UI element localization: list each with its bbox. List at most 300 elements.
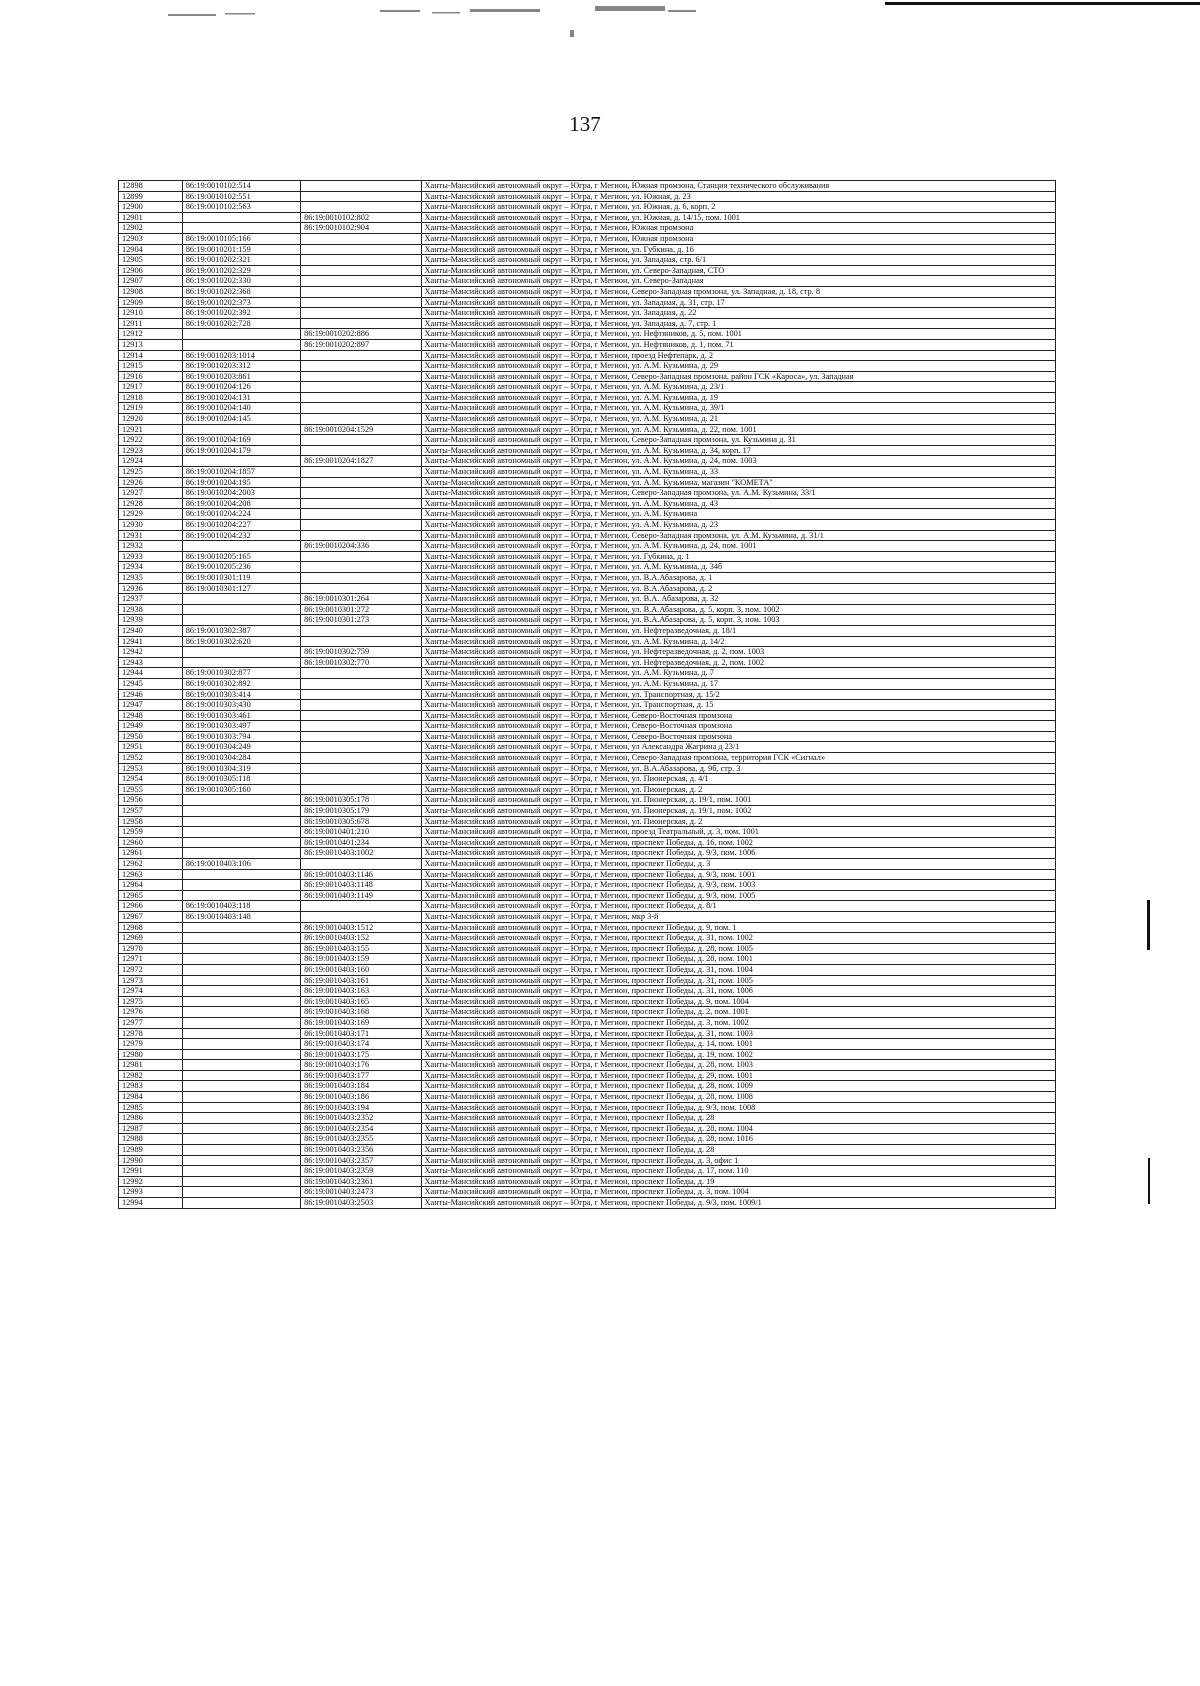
building-cadastral-number <box>301 191 421 202</box>
building-cadastral-number <box>301 371 421 382</box>
table-row <box>119 1166 1056 1177</box>
land-cadastral-number: 86:19:0010305:118 <box>182 774 300 785</box>
row-number: 12976 <box>119 1007 183 1018</box>
land-cadastral-number <box>182 1145 300 1156</box>
building-cadastral-number <box>301 318 421 329</box>
land-cadastral-number: 86:19:0010202:373 <box>182 297 300 308</box>
land-cadastral-number: 86:19:0010205:165 <box>182 551 300 562</box>
row-number: 12916 <box>119 371 183 382</box>
land-cadastral-number: 86:19:0010403:106 <box>182 859 300 870</box>
row-number: 12993 <box>119 1187 183 1198</box>
table-row <box>119 329 1056 340</box>
land-cadastral-number: 86:19:0010304:284 <box>182 753 300 764</box>
building-cadastral-number: 86:19:0010204:1827 <box>301 456 421 467</box>
address: Ханты-Мансийский автономный округ – Югра, г Мегион, проспект Победы, д. 9/3, пом. 1009/1 <box>421 1198 1055 1209</box>
land-cadastral-number <box>182 795 300 806</box>
table-row <box>119 795 1056 806</box>
row-number: 12950 <box>119 731 183 742</box>
address: Ханты-Мансийский автономный округ – Югра, г Мегион, проспект Победы, д. 3 <box>421 859 1055 870</box>
building-cadastral-number <box>301 392 421 403</box>
row-number: 12930 <box>119 520 183 531</box>
row-number: 12983 <box>119 1081 183 1092</box>
row-number: 12907 <box>119 276 183 287</box>
address: Ханты-Мансийский автономный округ – Югра, г Мегион, Южная промзона <box>421 223 1055 234</box>
table-row <box>119 181 1056 192</box>
address: Ханты-Мансийский автономный округ – Югра, г Мегион, ул. А.М. Кузьмина, д. 22, пом. 1001 <box>421 424 1055 435</box>
scan-margin-mark <box>1147 900 1150 950</box>
row-number: 12948 <box>119 710 183 721</box>
land-cadastral-number <box>182 1017 300 1028</box>
address: Ханты-Мансийский автономный округ – Югра, г Мегион, проспект Победы, д. 28, пом. 1005 <box>421 943 1055 954</box>
table-row <box>119 361 1056 372</box>
table-row <box>119 1007 1056 1018</box>
land-cadastral-number: 86:19:0010202:330 <box>182 276 300 287</box>
building-cadastral-number <box>301 498 421 509</box>
building-cadastral-number: 86:19:0010403:2356 <box>301 1145 421 1156</box>
land-cadastral-number <box>182 223 300 234</box>
building-cadastral-number <box>301 710 421 721</box>
table-row <box>119 414 1056 425</box>
land-cadastral-number: 86:19:0010302:620 <box>182 636 300 647</box>
row-number: 12924 <box>119 456 183 467</box>
address: Ханты-Мансийский автономный округ – Югра, г Мегион, проспект Победы, д. 3, пом. 1002 <box>421 1017 1055 1028</box>
land-cadastral-number <box>182 424 300 435</box>
address: Ханты-Мансийский автономный округ – Югра, г Мегион, ул Александра Жагрина д 23/1 <box>421 742 1055 753</box>
table-row <box>119 202 1056 213</box>
row-number: 12927 <box>119 488 183 499</box>
building-cadastral-number <box>301 202 421 213</box>
land-cadastral-number <box>182 1049 300 1060</box>
address: Ханты-Мансийский автономный округ – Югра, г Мегион, проезд Театральный, д. 3, пом. 1001 <box>421 827 1055 838</box>
address: Ханты-Мансийский автономный округ – Югра, г Мегион, проспект Победы, д. 31, пом. 1006 <box>421 986 1055 997</box>
table-row <box>119 1176 1056 1187</box>
address: Ханты-Мансийский автономный округ – Югра, г Мегион, проспект Победы, д. 28 <box>421 1145 1055 1156</box>
row-number: 12967 <box>119 911 183 922</box>
row-number: 12994 <box>119 1198 183 1209</box>
row-number: 12922 <box>119 435 183 446</box>
building-cadastral-number: 86:19:0010403:176 <box>301 1060 421 1071</box>
table-row <box>119 308 1056 319</box>
land-cadastral-number <box>182 869 300 880</box>
address: Ханты-Мансийский автономный округ – Югра, г Мегион, ул. Нефтеразведочная, д. 18/1 <box>421 625 1055 636</box>
land-cadastral-number <box>182 1070 300 1081</box>
land-cadastral-number <box>182 975 300 986</box>
row-number: 12966 <box>119 901 183 912</box>
address: Ханты-Мансийский автономный округ – Югра, г Мегион, проспект Победы, д. 9/3, пом. 1006 <box>421 848 1055 859</box>
building-cadastral-number: 86:19:0010403:161 <box>301 975 421 986</box>
address: Ханты-Мансийский автономный округ – Югра, г Мегион, Северо-Западная промзона, ул. Кузьмина д. 31 <box>421 435 1055 446</box>
land-cadastral-number: 86:19:0010202:321 <box>182 255 300 266</box>
land-cadastral-number <box>182 943 300 954</box>
building-cadastral-number <box>301 520 421 531</box>
building-cadastral-number: 86:19:0010301:264 <box>301 594 421 605</box>
table-row <box>119 1070 1056 1081</box>
land-cadastral-number <box>182 647 300 658</box>
land-cadastral-number: 86:19:0010203:861 <box>182 371 300 382</box>
table-row <box>119 318 1056 329</box>
building-cadastral-number <box>301 403 421 414</box>
row-number: 12945 <box>119 678 183 689</box>
row-number: 12971 <box>119 954 183 965</box>
building-cadastral-number <box>301 700 421 711</box>
table-row <box>119 933 1056 944</box>
address: Ханты-Мансийский автономный округ – Югра, г Мегион, ул. Пионерская, д. 4/1 <box>421 774 1055 785</box>
land-cadastral-number: 86:19:0010203:312 <box>182 361 300 372</box>
row-number: 12906 <box>119 265 183 276</box>
row-number: 12961 <box>119 848 183 859</box>
land-cadastral-number <box>182 848 300 859</box>
address: Ханты-Мансийский автономный округ – Югра, г Мегион, проспект Победы, д. 17, пом. 110 <box>421 1166 1055 1177</box>
table-row <box>119 975 1056 986</box>
land-cadastral-number <box>182 1007 300 1018</box>
address: Ханты-Мансийский автономный округ – Югра, г Мегион, проспект Победы, д. 9/3, пом. 1008 <box>421 1102 1055 1113</box>
table-row <box>119 1028 1056 1039</box>
row-number: 12940 <box>119 625 183 636</box>
building-cadastral-number <box>301 509 421 520</box>
address: Ханты-Мансийский автономный округ – Югра, г Мегион, ул. Южная, д. 6, корп. 2 <box>421 202 1055 213</box>
address: Ханты-Мансийский автономный округ – Югра, г Мегион, ул. Нефтеразведочная, д. 2, пом. 1003 <box>421 647 1055 658</box>
address: Ханты-Мансийский автономный округ – Югра, г Мегион, ул. Транспортная, д. 15/2 <box>421 689 1055 700</box>
building-cadastral-number: 86:19:0010204:336 <box>301 541 421 552</box>
address: Ханты-Мансийский автономный округ – Югра, г Мегион, ул. А.М. Кузьмина, д. 24, пом. 1003 <box>421 456 1055 467</box>
row-number: 12953 <box>119 763 183 774</box>
row-number: 12951 <box>119 742 183 753</box>
table-row <box>119 837 1056 848</box>
land-cadastral-number: 86:19:0010303:794 <box>182 731 300 742</box>
table-row <box>119 859 1056 870</box>
row-number: 12962 <box>119 859 183 870</box>
building-cadastral-number: 86:19:0010403:2503 <box>301 1198 421 1209</box>
table-row <box>119 1123 1056 1134</box>
row-number: 12918 <box>119 392 183 403</box>
address: Ханты-Мансийский автономный округ – Югра, г Мегион, ул. Южная, д. 23 <box>421 191 1055 202</box>
row-number: 12938 <box>119 604 183 615</box>
row-number: 12911 <box>119 318 183 329</box>
building-cadastral-number: 86:19:0010403:2361 <box>301 1176 421 1187</box>
building-cadastral-number: 86:19:0010403:163 <box>301 986 421 997</box>
table-row <box>119 1155 1056 1166</box>
land-cadastral-number: 86:19:0010102:514 <box>182 181 300 192</box>
table-row <box>119 265 1056 276</box>
table-row <box>119 297 1056 308</box>
address: Ханты-Мансийский автономный округ – Югра, г Мегион, проспект Победы, д. 9/3, пом. 1005 <box>421 890 1055 901</box>
row-number: 12965 <box>119 890 183 901</box>
row-number: 12981 <box>119 1060 183 1071</box>
address: Ханты-Мансийский автономный округ – Югра, г Мегион, проспект Победы, д. 14, пом. 1001 <box>421 1039 1055 1050</box>
row-number: 12946 <box>119 689 183 700</box>
address: Ханты-Мансийский автономный округ – Югра, г Мегион, ул. А.М. Кузьмина, д. 21 <box>421 414 1055 425</box>
building-cadastral-number: 86:19:0010301:273 <box>301 615 421 626</box>
table-row <box>119 382 1056 393</box>
address: Ханты-Мансийский автономный округ – Югра, г Мегион, Северо-Западная промзона, ул. А.М. Кузьмина, д. 31/1 <box>421 530 1055 541</box>
land-cadastral-number: 86:19:0010303:414 <box>182 689 300 700</box>
building-cadastral-number <box>301 297 421 308</box>
table-row <box>119 350 1056 361</box>
building-cadastral-number: 86:19:0010403:186 <box>301 1092 421 1103</box>
address: Ханты-Мансийский автономный округ – Югра, г Мегион, ул. Губкина, д. 16 <box>421 244 1055 255</box>
table-row <box>119 668 1056 679</box>
table-row <box>119 996 1056 1007</box>
table-row <box>119 647 1056 658</box>
row-number: 12942 <box>119 647 183 658</box>
building-cadastral-number <box>301 678 421 689</box>
address: Ханты-Мансийский автономный округ – Югра, г Мегион, проезд Нефтепарк, д. 2 <box>421 350 1055 361</box>
land-cadastral-number <box>182 329 300 340</box>
building-cadastral-number: 86:19:0010403:194 <box>301 1102 421 1113</box>
land-cadastral-number: 86:19:0010304:249 <box>182 742 300 753</box>
address: Ханты-Мансийский автономный округ – Югра, г Мегион, Северо-Восточная промзона <box>421 731 1055 742</box>
address: Ханты-Мансийский автономный округ – Югра, г Мегион, ул. Западная, д. 22 <box>421 308 1055 319</box>
land-cadastral-number: 86:19:0010302:892 <box>182 678 300 689</box>
row-number: 12978 <box>119 1028 183 1039</box>
address: Ханты-Мансийский автономный округ – Югра, г Мегион, проспект Победы, д. 9, пом. 1004 <box>421 996 1055 1007</box>
building-cadastral-number: 86:19:0010403:2354 <box>301 1123 421 1134</box>
table-row <box>119 541 1056 552</box>
address: Ханты-Мансийский автономный округ – Югра, г Мегион, проспект Победы, д. 3, офис 1 <box>421 1155 1055 1166</box>
land-cadastral-number <box>182 954 300 965</box>
row-number: 12977 <box>119 1017 183 1028</box>
land-cadastral-number <box>182 922 300 933</box>
table-row <box>119 784 1056 795</box>
address: Ханты-Мансийский автономный округ – Югра, г Мегион, ул. А.М. Кузьмина, д. 14/2 <box>421 636 1055 647</box>
land-cadastral-number: 86:19:0010202:329 <box>182 265 300 276</box>
land-cadastral-number: 86:19:0010303:461 <box>182 710 300 721</box>
land-cadastral-number: 86:19:0010204:169 <box>182 435 300 446</box>
address: Ханты-Мансийский автономный округ – Югра, г Мегион, ул. А.М. Кузьмина, д. 23/1 <box>421 382 1055 393</box>
row-number: 12910 <box>119 308 183 319</box>
table-row <box>119 753 1056 764</box>
land-cadastral-number: 86:19:0010204:1857 <box>182 467 300 478</box>
building-cadastral-number <box>301 774 421 785</box>
building-cadastral-number: 86:19:0010403:2355 <box>301 1134 421 1145</box>
address: Ханты-Мансийский автономный округ – Югра, г Мегион, проспект Победы, д. 9, пом. 1 <box>421 922 1055 933</box>
row-number: 12917 <box>119 382 183 393</box>
land-cadastral-number: 86:19:0010302:877 <box>182 668 300 679</box>
building-cadastral-number: 86:19:0010305:678 <box>301 816 421 827</box>
table-row <box>119 488 1056 499</box>
building-cadastral-number: 86:19:0010403:1148 <box>301 880 421 891</box>
table-row <box>119 509 1056 520</box>
land-cadastral-number <box>182 541 300 552</box>
scan-noise <box>0 0 1200 40</box>
land-cadastral-number: 86:19:0010202:392 <box>182 308 300 319</box>
row-number: 12913 <box>119 339 183 350</box>
table-row <box>119 286 1056 297</box>
building-cadastral-number <box>301 488 421 499</box>
building-cadastral-number: 86:19:0010204:1529 <box>301 424 421 435</box>
building-cadastral-number <box>301 689 421 700</box>
address: Ханты-Мансийский автономный округ – Югра, г Мегион, проспект Победы, д. 19 <box>421 1176 1055 1187</box>
row-number: 12934 <box>119 562 183 573</box>
land-cadastral-number: 86:19:0010305:160 <box>182 784 300 795</box>
land-cadastral-number <box>182 212 300 223</box>
building-cadastral-number: 86:19:0010403:165 <box>301 996 421 1007</box>
address: Ханты-Мансийский автономный округ – Югра, г Мегион, Северо-Западная промзона, район ГСК «Кароса», ул. Западная <box>421 371 1055 382</box>
land-cadastral-number: 86:19:0010204:145 <box>182 414 300 425</box>
address: Ханты-Мансийский автономный округ – Югра, г Мегион, проспект Победы, д. 31, пом. 1005 <box>421 975 1055 986</box>
building-cadastral-number: 86:19:0010202:897 <box>301 339 421 350</box>
row-number: 12933 <box>119 551 183 562</box>
land-cadastral-number <box>182 827 300 838</box>
land-cadastral-number: 86:19:0010303:497 <box>182 721 300 732</box>
address: Ханты-Мансийский автономный округ – Югра, г Мегион, проспект Победы, д. 3, пом. 1004 <box>421 1187 1055 1198</box>
building-cadastral-number <box>301 276 421 287</box>
table-row <box>119 943 1056 954</box>
row-number: 12963 <box>119 869 183 880</box>
building-cadastral-number <box>301 361 421 372</box>
land-cadastral-number: 86:19:0010204:208 <box>182 498 300 509</box>
address: Ханты-Мансийский автономный округ – Югра, г Мегион, ул. А.М. Кузьмина, д. 34, корп. 17 <box>421 445 1055 456</box>
land-cadastral-number <box>182 1187 300 1198</box>
table-row <box>119 1060 1056 1071</box>
building-cadastral-number: 86:19:0010302:770 <box>301 657 421 668</box>
building-cadastral-number: 86:19:0010302:759 <box>301 647 421 658</box>
address: Ханты-Мансийский автономный округ – Югра, г Мегион, ул. В.А. Абазарова, д. 32 <box>421 594 1055 605</box>
land-cadastral-number <box>182 1123 300 1134</box>
table-row <box>119 572 1056 583</box>
row-number: 12923 <box>119 445 183 456</box>
table-row <box>119 1102 1056 1113</box>
address: Ханты-Мансийский автономный округ – Югра, г Мегион, ул. Западная, д. 31, стр. 17 <box>421 297 1055 308</box>
building-cadastral-number <box>301 859 421 870</box>
land-cadastral-number <box>182 890 300 901</box>
table-row <box>119 901 1056 912</box>
table-row <box>119 689 1056 700</box>
land-cadastral-number: 86:19:0010204:140 <box>182 403 300 414</box>
land-cadastral-number <box>182 1092 300 1103</box>
address: Ханты-Мансийский автономный округ – Югра, г Мегион, ул. Пионерская, д. 2 <box>421 784 1055 795</box>
building-cadastral-number <box>301 583 421 594</box>
address: Ханты-Мансийский автономный округ – Югра, г Мегион, ул. А.М. Кузьмина, д. 33 <box>421 467 1055 478</box>
building-cadastral-number <box>301 233 421 244</box>
land-cadastral-number: 86:19:0010403:118 <box>182 901 300 912</box>
address: Ханты-Мансийский автономный округ – Югра, г Мегион, ул. В.А.Абазарова, д. 5, корп. 3, пом. 1003 <box>421 615 1055 626</box>
table-row <box>119 890 1056 901</box>
building-cadastral-number: 86:19:0010401:234 <box>301 837 421 848</box>
table-row <box>119 445 1056 456</box>
address: Ханты-Мансийский автономный округ – Югра, г Мегион, ул. А.М. Кузьмина, д. 24, пом. 1001 <box>421 541 1055 552</box>
building-cadastral-number: 86:19:0010403:152 <box>301 933 421 944</box>
table-row <box>119 551 1056 562</box>
address: Ханты-Мансийский автономный округ – Югра, г Мегион, проспект Победы, д. 9/3, пом. 1001 <box>421 869 1055 880</box>
address: Ханты-Мансийский автономный округ – Югра, г Мегион, ул. А.М. Кузьмина, д. 34б <box>421 562 1055 573</box>
address: Ханты-Мансийский автономный округ – Югра, г Мегион, Северо-Западная промзона, ул. А.М. Кузьмина, 33/1 <box>421 488 1055 499</box>
row-number: 12964 <box>119 880 183 891</box>
land-cadastral-number <box>182 1039 300 1050</box>
building-cadastral-number: 86:19:0010403:2357 <box>301 1155 421 1166</box>
address: Ханты-Мансийский автономный округ – Югра, г Мегион, ул. А.М. Кузьмина, магазин "КОМЕТА" <box>421 477 1055 488</box>
building-cadastral-number <box>301 551 421 562</box>
building-cadastral-number: 86:19:0010301:272 <box>301 604 421 615</box>
building-cadastral-number <box>301 308 421 319</box>
land-cadastral-number: 86:19:0010302:387 <box>182 625 300 636</box>
table-row <box>119 1049 1056 1060</box>
table-row <box>119 467 1056 478</box>
row-number: 12901 <box>119 212 183 223</box>
building-cadastral-number <box>301 625 421 636</box>
row-number: 12937 <box>119 594 183 605</box>
building-cadastral-number <box>301 382 421 393</box>
table-row <box>119 742 1056 753</box>
row-number: 12904 <box>119 244 183 255</box>
land-cadastral-number <box>182 1028 300 1039</box>
row-number: 12919 <box>119 403 183 414</box>
row-number: 12925 <box>119 467 183 478</box>
building-cadastral-number: 86:19:0010403:171 <box>301 1028 421 1039</box>
building-cadastral-number <box>301 445 421 456</box>
address: Ханты-Мансийский автономный округ – Югра, г Мегион, ул. Пионерская, д. 19/1, пом. 1001 <box>421 795 1055 806</box>
row-number: 12921 <box>119 424 183 435</box>
address: Ханты-Мансийский автономный округ – Югра, г Мегион, ул. А.М. Кузьмина, д. 19 <box>421 392 1055 403</box>
building-cadastral-number <box>301 901 421 912</box>
row-number: 12985 <box>119 1102 183 1113</box>
row-number: 12974 <box>119 986 183 997</box>
building-cadastral-number: 86:19:0010305:178 <box>301 795 421 806</box>
land-cadastral-number <box>182 657 300 668</box>
row-number: 12984 <box>119 1092 183 1103</box>
building-cadastral-number <box>301 784 421 795</box>
building-cadastral-number <box>301 244 421 255</box>
row-number: 12915 <box>119 361 183 372</box>
building-cadastral-number: 86:19:0010403:1146 <box>301 869 421 880</box>
address: Ханты-Мансийский автономный округ – Югра, г Мегион, проспект Победы, д. 28, пом. 1003 <box>421 1060 1055 1071</box>
address: Ханты-Мансийский автономный округ – Югра, г Мегион, ул. А.М. Кузьмина, д. 7 <box>421 668 1055 679</box>
building-cadastral-number <box>301 255 421 266</box>
building-cadastral-number <box>301 477 421 488</box>
table-row <box>119 721 1056 732</box>
row-number: 12989 <box>119 1145 183 1156</box>
row-number: 12980 <box>119 1049 183 1060</box>
building-cadastral-number <box>301 181 421 192</box>
land-cadastral-number <box>182 1176 300 1187</box>
address: Ханты-Мансийский автономный округ – Югра, г Мегион, ул. Транспортная, д. 15 <box>421 700 1055 711</box>
land-cadastral-number: 86:19:0010204:232 <box>182 530 300 541</box>
land-cadastral-number <box>182 806 300 817</box>
row-number: 12955 <box>119 784 183 795</box>
building-cadastral-number: 86:19:0010403:2359 <box>301 1166 421 1177</box>
address: Ханты-Мансийский автономный округ – Югра, г Мегион, проспект Победы, д. 31, пом. 1004 <box>421 964 1055 975</box>
table-row <box>119 816 1056 827</box>
address: Ханты-Мансийский автономный округ – Югра, г Мегион, проспект Победы, д. 2, пом. 1001 <box>421 1007 1055 1018</box>
row-number: 12952 <box>119 753 183 764</box>
row-number: 12914 <box>119 350 183 361</box>
land-cadastral-number <box>182 933 300 944</box>
table-row <box>119 583 1056 594</box>
address: Ханты-Мансийский автономный округ – Югра, г Мегион, проспект Победы, д. 31, пом. 1002 <box>421 933 1055 944</box>
land-cadastral-number <box>182 1166 300 1177</box>
registry-table-body <box>119 181 1056 1209</box>
building-cadastral-number: 86:19:0010403:1002 <box>301 848 421 859</box>
table-row <box>119 615 1056 626</box>
table-row <box>119 911 1056 922</box>
row-number: 12975 <box>119 996 183 1007</box>
table-row <box>119 1113 1056 1124</box>
land-cadastral-number: 86:19:0010102:551 <box>182 191 300 202</box>
building-cadastral-number: 86:19:0010403:175 <box>301 1049 421 1060</box>
row-number: 12947 <box>119 700 183 711</box>
table-row <box>119 456 1056 467</box>
land-cadastral-number <box>182 986 300 997</box>
building-cadastral-number <box>301 753 421 764</box>
table-row <box>119 498 1056 509</box>
building-cadastral-number <box>301 668 421 679</box>
table-row <box>119 244 1056 255</box>
land-cadastral-number <box>182 1113 300 1124</box>
address: Ханты-Мансийский автономный округ – Югра, г Мегион, мкр 3-й <box>421 911 1055 922</box>
row-number: 12902 <box>119 223 183 234</box>
building-cadastral-number: 86:19:0010403:159 <box>301 954 421 965</box>
row-number: 12979 <box>119 1039 183 1050</box>
